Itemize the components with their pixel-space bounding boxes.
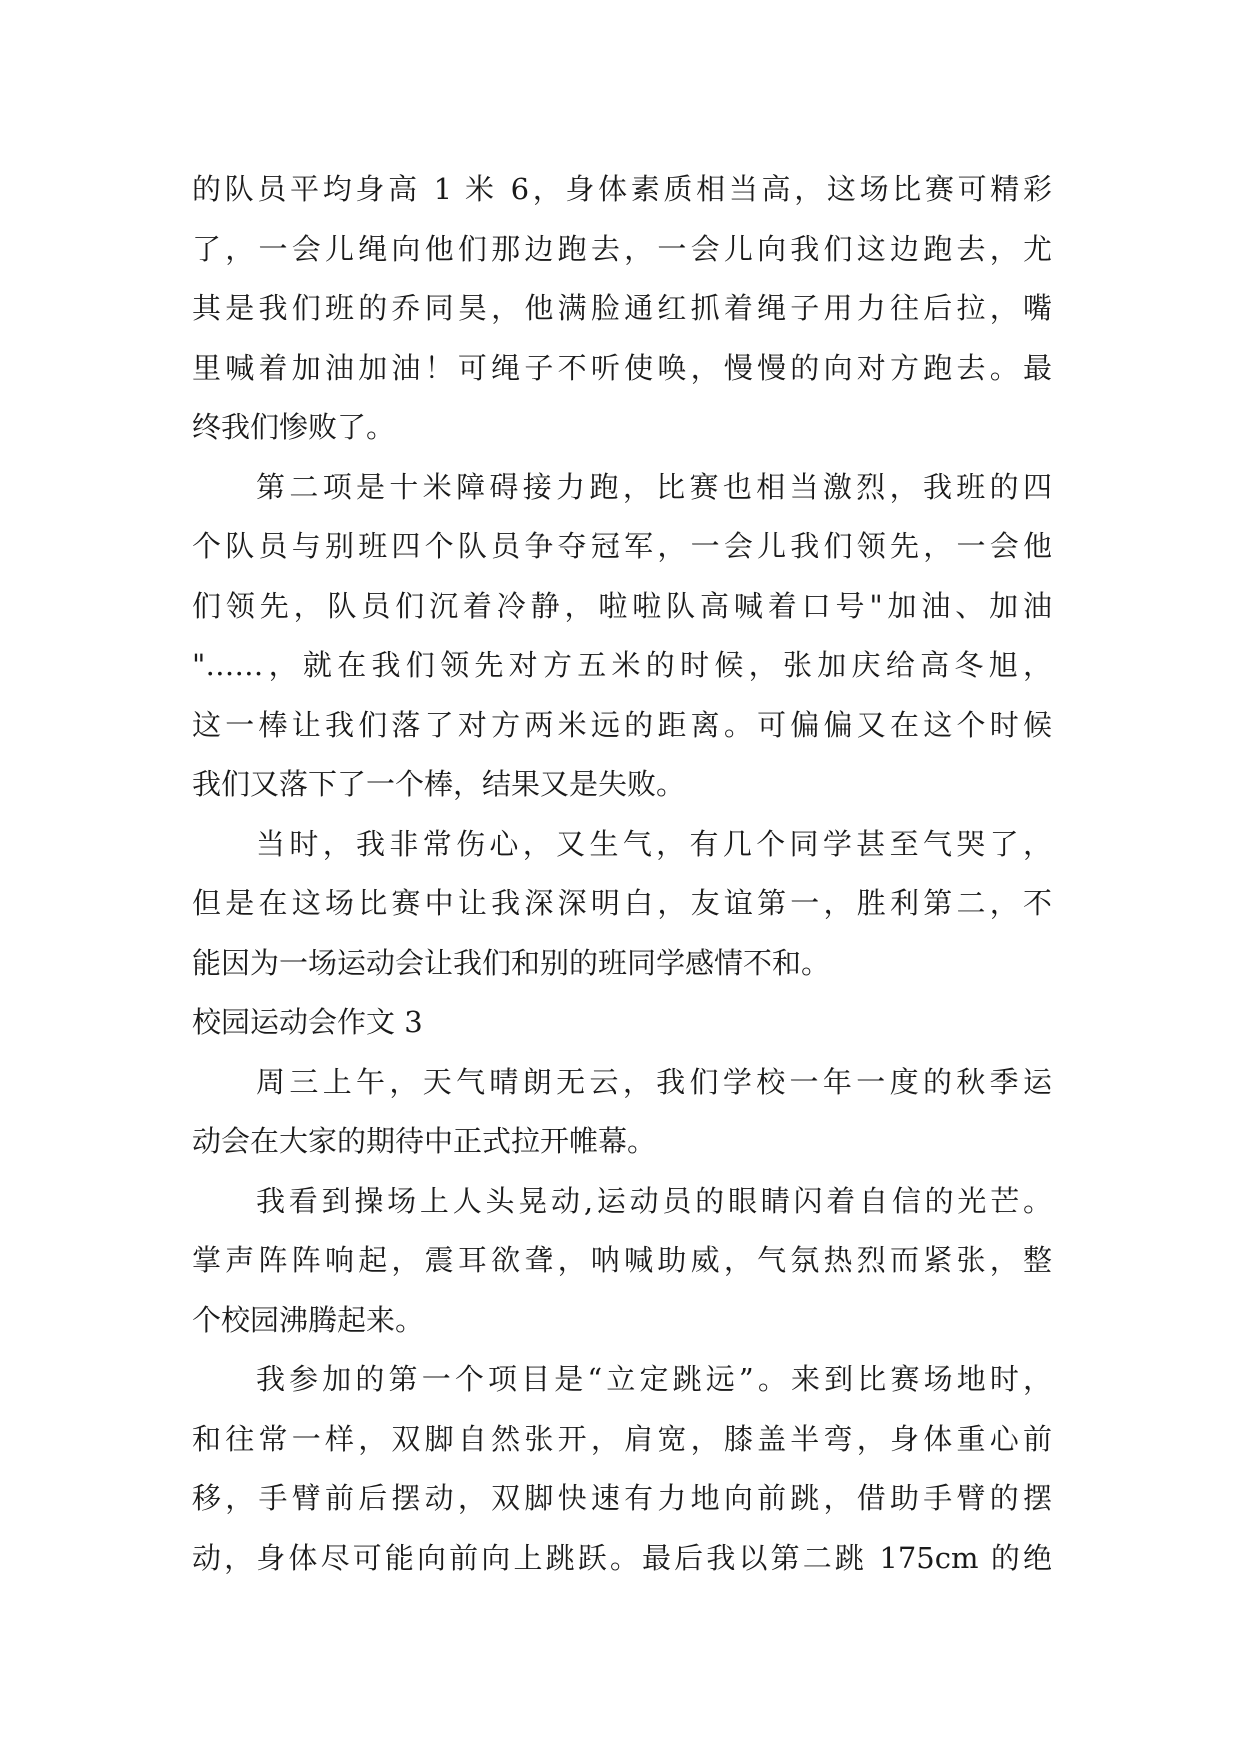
section-heading: 校园运动会作文 3 <box>192 1005 423 1039</box>
text-line: 我们又落下了一个棒，结果又是失败。 <box>192 767 686 801</box>
document-body <box>192 160 1052 1588</box>
text-line: 能因为一场运动会让我们和别的班同学感情不和。 <box>192 945 831 980</box>
paragraph-first-line: 当时，我非常伤心，又生气，有几个同学甚至气哭了， <box>256 826 1052 861</box>
paragraph-first-line: 我参加的第一个项目是“立定跳远”。来到比赛场地时， <box>256 1362 1052 1396</box>
text-line: 但是在这场比赛中让我深深明白，友谊第一，胜利第二，不 <box>192 886 1052 920</box>
text-line: 掌声阵阵响起，震耳欲聋，呐喊助威，气氛热烈而紧张，整 <box>192 1243 1052 1277</box>
paragraph-first-line: 周三上午，天气晴朗无云，我们学校一年一度的秋季运 <box>256 1064 1052 1099</box>
text-line: 个校园沸腾起来。 <box>192 1302 425 1337</box>
text-line: 们领先，队员们沉着冷静，啦啦队高喊着口号"加油、加油 <box>192 588 1052 623</box>
paragraph-first-line: 第二项是十米障碍接力跑，比赛也相当激烈，我班的四 <box>256 469 1052 504</box>
text-line: 动会在大家的期待中正式拉开帷幕。 <box>192 1124 657 1158</box>
text-line: 和往常一样，双脚自然张开，肩宽，膝盖半弯，身体重心前 <box>192 1421 1052 1456</box>
text-line: 动，身体尽可能向前向上跳跃。最后我以第二跳 175cm 的绝 <box>192 1540 1052 1575</box>
paragraph-first-line: 我看到操场上人头晃动,运动员的眼睛闪着自信的光芒。 <box>256 1183 1052 1218</box>
text-line: 里喊着加油加油！可绳子不听使唤，慢慢的向对方跑去。最 <box>192 350 1052 385</box>
text-line: 个队员与别班四个队员争夺冠军，一会儿我们领先，一会他 <box>192 529 1052 563</box>
text-line: 了，一会儿绳向他们那边跑去，一会儿向我们这边跑去，尤 <box>192 231 1052 266</box>
text-line: 的队员平均身高 1 米 6，身体素质相当高，这场比赛可精彩 <box>192 172 1052 206</box>
text-line: 终我们惨败了。 <box>192 410 396 444</box>
text-line: 移，手臂前后摆动，双脚快速有力地向前跳，借助手臂的摆 <box>192 1481 1052 1515</box>
text-line: 其是我们班的乔同昊，他满脸通红抓着绳子用力往后拉，嘴 <box>192 291 1052 325</box>
text-line: 这一棒让我们落了对方两米远的距离。可偏偏又在这个时候 <box>192 707 1052 742</box>
text-line: "……，就在我们领先对方五米的时候，张加庆给高冬旭， <box>192 648 1052 682</box>
